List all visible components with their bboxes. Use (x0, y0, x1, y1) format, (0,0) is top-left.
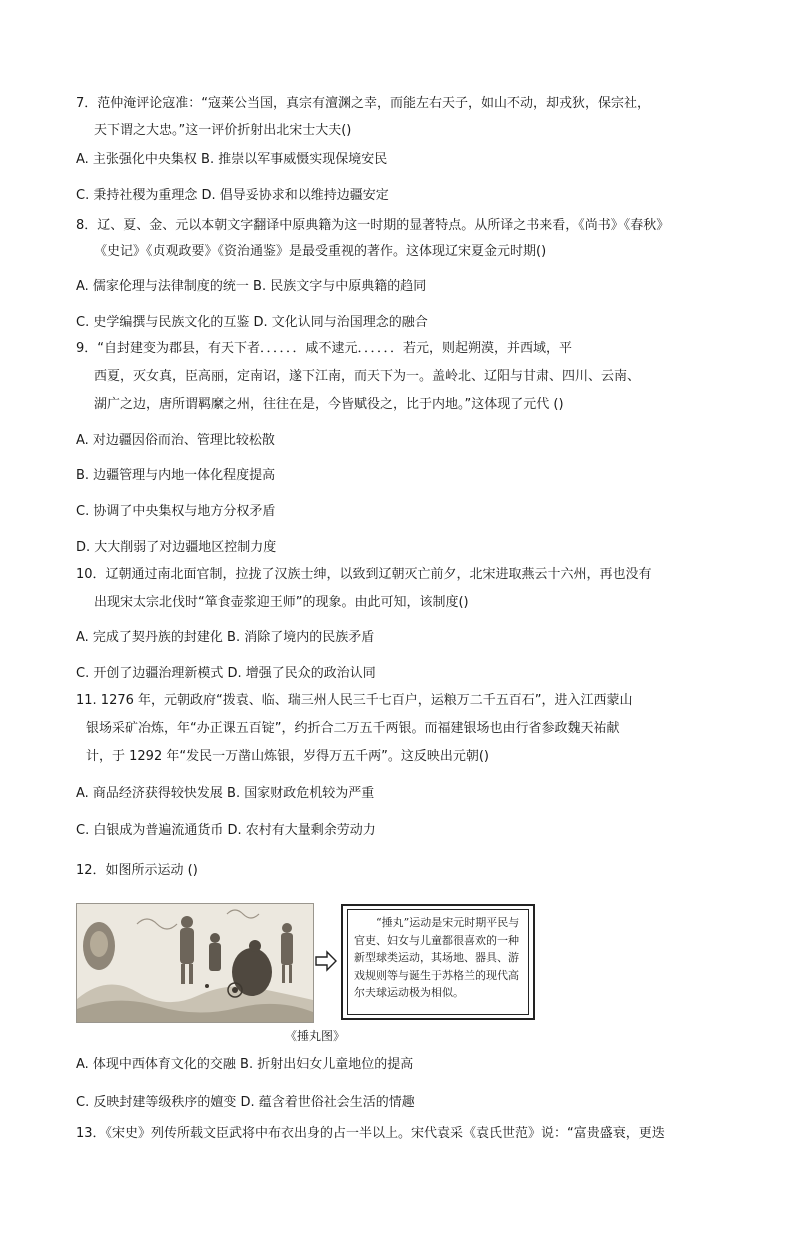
arrow-right-icon (315, 950, 337, 972)
q11-stem-line1: 11. 1276 年，元朝政府“拨袁、临、瑞三州人民三千七百户，运粮万二千五百石”，进入江西蒙山 (76, 693, 633, 708)
q10-stem-line2: 出现宋太宗北伐时“箪食壶浆迎王师”的现象。由此可知，该制度() (94, 595, 469, 610)
q13-stem-line1: 13．《宋史》列传所载文臣武将中布衣出身的占一半以上。宋代袁采《袁氏世范》说：“富贵盛衰，更迭 (76, 1126, 665, 1141)
q7-stem-line2: 天下谓之大忠。”这一评价折射出北宋士大夫() (94, 123, 352, 138)
q12-options-cd: C. 反映封建等级秩序的嬗变 D. 蕴含着世俗社会生活的情趣 (76, 1095, 415, 1110)
chuiwan-description-text: “捶丸”运动是宋元时期平民与官吏、妇女与儿童都很喜欢的一种新型球类运动，其场地、器具、游戏规则等与诞生于苏格兰的现代高尔夫球运动极为相似。 (347, 909, 529, 1015)
chuiwan-painting (76, 903, 314, 1023)
q7-options-ab: A. 主张强化中央集权 B. 推崇以军事威慑实现保境安民 (76, 152, 388, 167)
q11-options-cd: C. 白银成为普遍流通货币 D. 农村有大量剩余劳动力 (76, 823, 376, 838)
q8-options-ab: A. 儒家伦理与法律制度的统一 B. 民族文字与中原典籍的趋同 (76, 279, 427, 294)
q7-options-cd: C. 秉持社稷为重理念 D. 倡导妥协求和以维持边疆安定 (76, 188, 389, 203)
q7-stem-line1: 7．范仲淹评论寇准：“寇莱公当国，真宗有澶渊之幸，而能左右天子，如山不动，却戎狄，保宗社， (76, 96, 651, 111)
q8-stem-line2: 《史记》《贞观政要》《资治通鉴》是最受重视的著作。这体现辽宋夏金元时期() (94, 244, 547, 259)
q9-stem-line3: 湖广之边，唐所谓羁縻之州，往往在是，今皆赋役之，比于内地。”这体现了元代 () (94, 397, 564, 412)
q9-option-d: D. 大大削弱了对边疆地区控制力度 (76, 540, 277, 555)
chuiwan-painting-art (77, 904, 313, 1022)
q8-options-cd: C. 史学编撰与民族文化的互鉴 D. 文化认同与治国理念的融合 (76, 315, 428, 330)
q10-options-cd: C. 开创了边疆治理新模式 D. 增强了民众的政治认同 (76, 666, 376, 681)
q11-options-ab: A. 商品经济获得较快发展 B. 国家财政危机较为严重 (76, 786, 375, 801)
q11-stem-line3: 计，于 1292 年“发民一万凿山炼银，岁得万五千两”。这反映出元朝() (86, 749, 489, 764)
figure-caption: 《捶丸图》 (285, 1029, 346, 1043)
chuiwan-description-box (341, 904, 535, 1020)
q9-option-a: A. 对边疆因俗而治、管理比较松散 (76, 433, 275, 448)
q9-stem-line1: 9．“自封建变为郡县，有天下者．．．．．．咸不逮元．．．．．．若元，则起朔漠，并西域，平 (76, 341, 573, 356)
q12-options-ab: A. 体现中西体育文化的交融 B. 折射出妇女儿童地位的提高 (76, 1057, 414, 1072)
q9-stem-line2: 西夏，灭女真，臣高丽，定南诏，遂下江南，而天下为一。盖岭北、辽阳与甘肃、四川、云南、 (94, 369, 641, 384)
q8-stem-line1: 8．辽、夏、金、元以本朝文字翻译中原典籍为这一时期的显著特点。从所译之书来看，《尚书》《春秋》 (76, 218, 670, 233)
q9-option-c: C. 协调了中央集权与地方分权矛盾 (76, 504, 276, 519)
q12-stem-line1: 12．如图所示运动 () (76, 863, 198, 878)
q11-stem-line2: 银场采矿冶炼，年“办正课五百锭”，约折合二万五千两银。而福建银场也由行省参政魏天祐献 (86, 721, 620, 736)
q9-option-b: B. 边疆管理与内地一体化程度提高 (76, 468, 276, 483)
q10-options-ab: A. 完成了契丹族的封建化 B. 消除了境内的民族矛盾 (76, 630, 375, 645)
q10-stem-line1: 10．辽朝通过南北面官制，拉拢了汉族士绅，以致到辽朝灭亡前夕，北宋进取燕云十六州，再也没有 (76, 567, 652, 582)
